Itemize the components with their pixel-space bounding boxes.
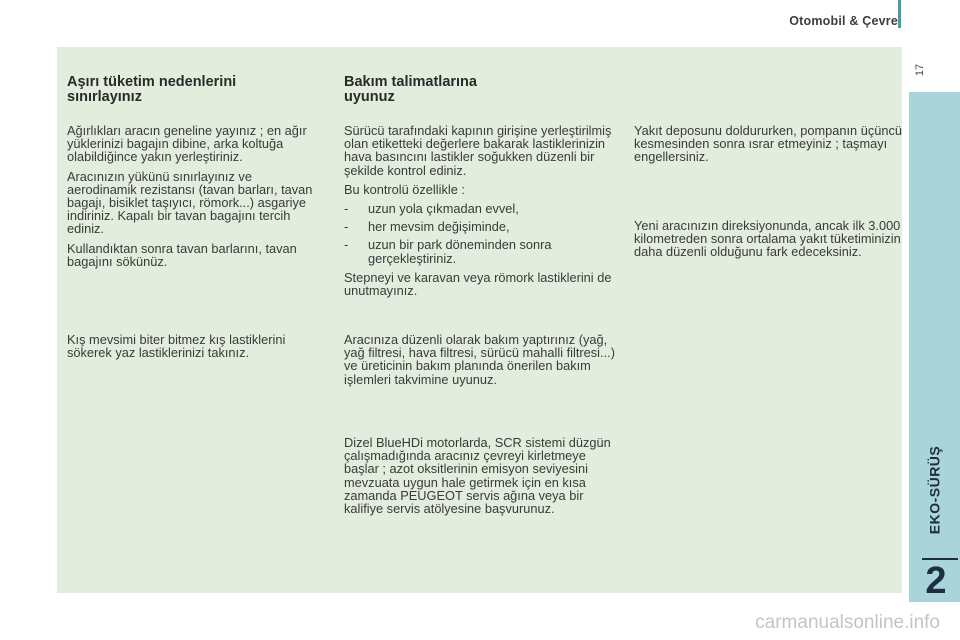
paragraph: Stepneyi ve karavan veya römork lastiklerini de unutmayınız.: [344, 269, 612, 299]
column-left-winter: [67, 333, 325, 365]
paragraph: Sürücü tarafındaki kapının girişine yerleştirilmiş olan etiketteki değerlere bakarak lastiklerinizin hava basıncını lastikler soğukken düzenli bir şekilde kontrol ediniz.: [344, 123, 612, 178]
list-dash: -: [344, 219, 349, 235]
chapter-label: [911, 430, 957, 550]
page-number: 17: [914, 63, 927, 77]
page-header-title: Otomobil & Çevre: [789, 14, 898, 28]
list-item: [344, 220, 620, 233]
chapter-label-text: EKO-SÜRÜŞ: [926, 445, 943, 535]
column-middle-maintenance: [344, 333, 620, 392]
paragraph: Kullandıktan sonra tavan barlarını, tavan bagajını sökünüz.: [67, 240, 297, 269]
list-item-text: uzun yola çıkmadan evvel,: [368, 201, 519, 217]
list-dash: -: [344, 237, 349, 253]
column-left-body: [67, 124, 325, 274]
header-accent-rule: [898, 0, 901, 28]
check-list: [344, 202, 620, 265]
column-middle: [344, 75, 620, 105]
column-right: [634, 124, 902, 170]
heading-line: sınırlayınız: [67, 89, 142, 105]
heading-line: Bakım talimatlarına: [344, 74, 477, 90]
list-item: [344, 202, 620, 215]
paragraph: Aracınıza düzenli olarak bakım yaptırınız (yağ, yağ filtresi, hava filtresi, sürücü mahalli filtresi...) ve üreticinin bakım planında önerilen bakım işlemleri takvimine uyunuz.: [344, 332, 615, 387]
heading-line: Aşırı tüketim nedenlerini: [67, 74, 237, 90]
paragraph: Yeni aracınızın direksiyonunda, ancak ilk 3.000 kilometreden sonra ortalama yakıt tüketiminizin daha düzenli olduğunu fark edeceksiniz.: [634, 218, 901, 260]
paragraph: Ağırlıkları aracın geneline yayınız ; en ağır yüklerinizi bagajın dibine, arka koltuğa olabildiğince yakın yerleştiriniz.: [67, 123, 307, 165]
paragraph: Kış mevsimi biter bitmez kış lastiklerini sökerek yaz lastiklerinizi takınız.: [67, 332, 286, 361]
list-item-text: uzun bir park döneminden sonra gerçekleştiriniz.: [368, 237, 552, 266]
list-item-text: her mevsim değişiminde,: [368, 219, 510, 235]
list-dash: -: [344, 201, 349, 217]
paragraph: Dizel BlueHDi motorlarda, SCR sistemi düzgün çalışmadığında aracınız çevreyi kirletmeye başlar ; azot oksitlerinin emisyon seviyesini mevzuata uygun hale getirmek için en kısa zamanda PEUGEOT servis ağına veya bir kalifiye servis atölyesine başvurunuz.: [344, 435, 611, 517]
chapter-number: 2: [925, 560, 947, 602]
section-heading: [344, 75, 620, 105]
list-item: [344, 238, 620, 264]
heading-line: uyunuz: [344, 89, 395, 105]
column-left: [67, 75, 325, 105]
section-heading: [67, 75, 325, 105]
column-middle-body: [344, 124, 620, 303]
paragraph: Aracınızın yükünü sınırlayınız ve aerodinamik rezistansı (tavan barları, tavan bagajı, bisiklet taşıyıcı, römork...) asgariye indiriniz. Kapalı bir tavan bagajını tercih ediniz.: [67, 168, 313, 237]
column-right-tip: [634, 219, 902, 265]
paragraph: Yakıt deposunu doldururken, pompanın üçüncü kesmesinden sonra ısrar etmeyiniz ; taşmayı engellersiniz.: [634, 123, 902, 165]
paragraph: Bu kontrolü özellikle :: [344, 181, 465, 197]
column-middle-scr: [344, 436, 620, 521]
watermark: carmanualsonline.info: [755, 612, 940, 633]
